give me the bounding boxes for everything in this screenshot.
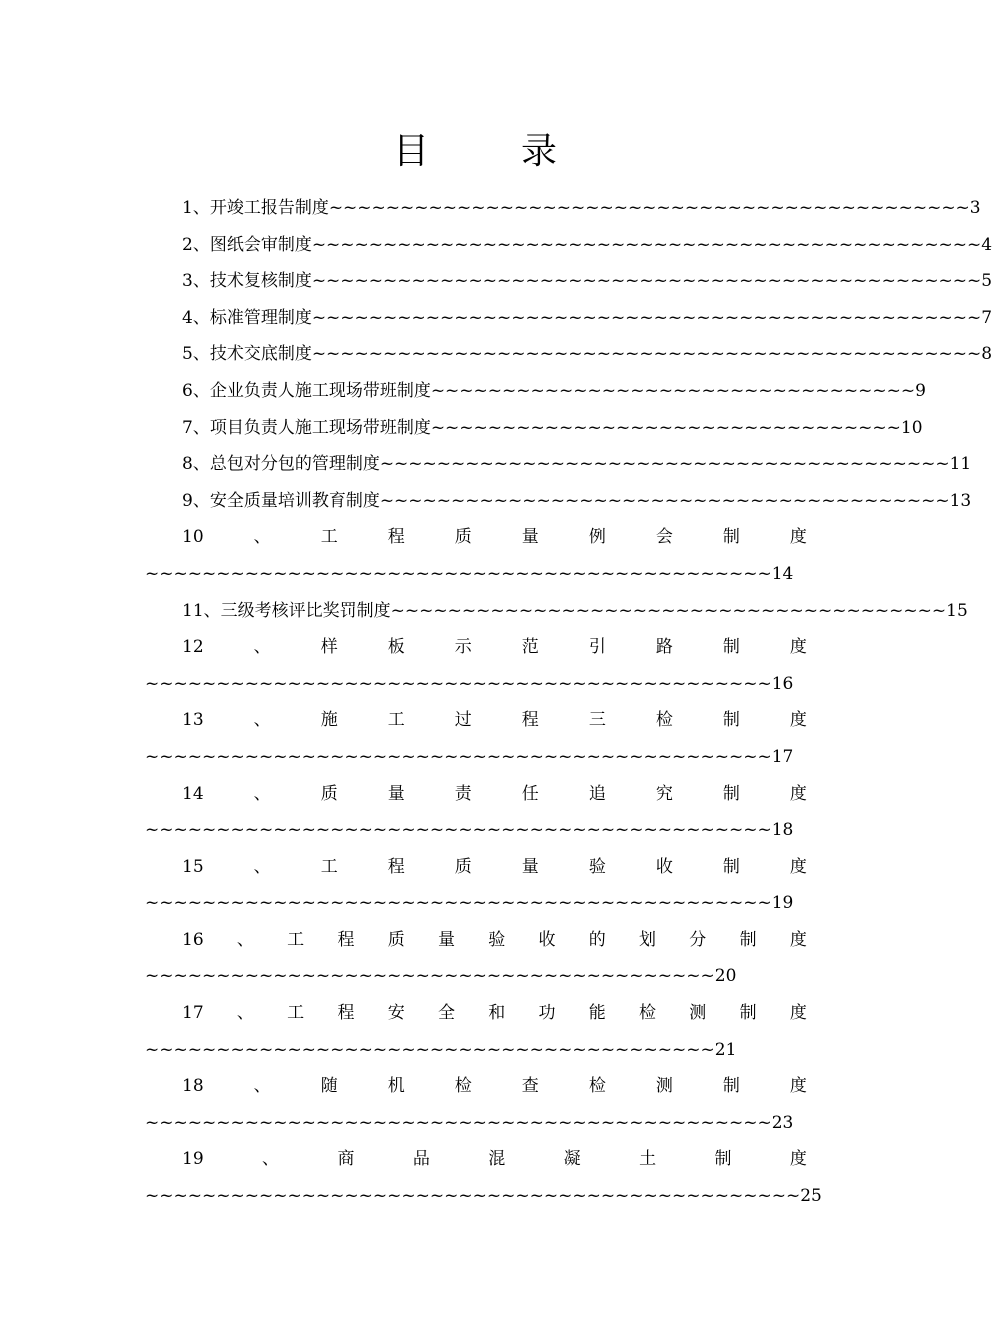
toc-entry: 8、总包对分包的管理制度~~~~~~~~~~~~~~~~~~~~~~~~~~~~~~~~~~~~~~~~11 <box>182 454 972 475</box>
toc-entry-char: 测 <box>655 1076 673 1097</box>
toc-entry-char: 功 <box>538 1003 556 1024</box>
toc-entry-char: 制 <box>739 929 757 950</box>
toc-entry-char: 程 <box>521 710 539 731</box>
toc-entry-justified <box>145 519 807 556</box>
toc-entry-char: 查 <box>521 1076 539 1097</box>
toc-entry-char: 商 <box>337 1149 355 1170</box>
toc-entry: 9、安全质量培训教育制度~~~~~~~~~~~~~~~~~~~~~~~~~~~~~~~~~~~~~~~~13 <box>182 490 972 511</box>
toc-entry-char: 示 <box>454 637 472 658</box>
toc-entry-char: 17 <box>182 1003 204 1024</box>
toc-entry-char: 程 <box>337 1003 355 1024</box>
toc-entry-char: 的 <box>588 929 606 950</box>
toc-entry-char: 施 <box>320 710 338 731</box>
toc-entry-char: 、 <box>253 1076 271 1097</box>
toc-entry-leader: ~~~~~~~~~~~~~~~~~~~~~~~~~~~~~~~~~~~~~~~~~~~~16 <box>145 673 794 694</box>
toc-entry-char: 分 <box>689 929 707 950</box>
toc-entry: 7、项目负责人施工现场带班制度~~~~~~~~~~~~~~~~~~~~~~~~~~~~~~~~~10 <box>182 417 923 438</box>
toc-entry-char: 追 <box>588 783 606 804</box>
toc-entry-char: 度 <box>789 783 807 804</box>
toc-entry-char: 、 <box>236 929 254 950</box>
toc-entry-char: 、 <box>253 637 271 658</box>
toc-entry: 2、图纸会审制度~~~~~~~~~~~~~~~~~~~~~~~~~~~~~~~~~~~~~~~~~~~~~~~4 <box>182 234 992 255</box>
toc-entry-char: 程 <box>387 856 405 877</box>
toc-entry-char: 收 <box>655 856 673 877</box>
toc-entry-char: 12 <box>182 637 204 658</box>
toc-entry-char: 制 <box>722 1076 740 1097</box>
toc-entry-justified <box>145 776 807 813</box>
toc-entry-char: 例 <box>588 527 606 548</box>
toc-entry-char: 度 <box>789 527 807 548</box>
toc-entry: 1、开竣工报告制度~~~~~~~~~~~~~~~~~~~~~~~~~~~~~~~~~~~~~~~~~~~~~3 <box>182 198 981 218</box>
toc-entry-char: 量 <box>437 929 455 950</box>
toc-entry-char: 随 <box>320 1076 338 1097</box>
toc-entry-char: 工 <box>320 856 338 877</box>
toc-entry-char: 度 <box>789 1076 807 1097</box>
toc-entry-char: 机 <box>387 1076 405 1097</box>
toc-entry-char: 程 <box>337 929 355 950</box>
toc-entry-char: 测 <box>689 1003 707 1024</box>
toc-entry-char: 制 <box>722 856 740 877</box>
toc-entry-char: 全 <box>437 1003 455 1024</box>
toc-entry-char: 制 <box>722 637 740 658</box>
toc-entry-char: 10 <box>182 527 204 548</box>
toc-entry-char: 收 <box>538 929 556 950</box>
toc-entry-justified <box>145 1141 807 1178</box>
toc-entry: 6、企业负责人施工现场带班制度~~~~~~~~~~~~~~~~~~~~~~~~~~~~~~~~~~9 <box>182 380 926 401</box>
table-of-contents <box>145 190 992 1215</box>
toc-entry-justified <box>145 702 807 739</box>
toc-entry-char: 混 <box>488 1149 506 1170</box>
toc-entry-char: 和 <box>488 1003 506 1024</box>
toc-entry-char: 引 <box>588 637 606 658</box>
toc-entry-char: 范 <box>521 637 539 658</box>
toc-entry-char: 度 <box>789 929 807 950</box>
toc-entry-char: 责 <box>454 783 472 804</box>
toc-entry-char: 划 <box>639 929 657 950</box>
toc-entry-char: 、 <box>253 783 271 804</box>
toc-entry-char: 度 <box>789 1003 807 1024</box>
toc-entry-leader: ~~~~~~~~~~~~~~~~~~~~~~~~~~~~~~~~~~~~~~~~21 <box>145 1039 737 1060</box>
toc-entry-char: 验 <box>488 929 506 950</box>
toc-entry-char: 13 <box>182 710 204 731</box>
toc-entry-justified <box>145 995 807 1032</box>
toc-entry-char: 检 <box>655 710 673 731</box>
toc-entry-char: 16 <box>182 929 204 950</box>
toc-entry-char: 工 <box>287 929 305 950</box>
toc-entry-char: 检 <box>639 1003 657 1024</box>
toc-entry-char: 量 <box>521 527 539 548</box>
toc-entry: 5、技术交底制度~~~~~~~~~~~~~~~~~~~~~~~~~~~~~~~~~~~~~~~~~~~~~~~8 <box>182 344 992 365</box>
toc-entry-justified <box>145 922 807 959</box>
toc-entry-leader: ~~~~~~~~~~~~~~~~~~~~~~~~~~~~~~~~~~~~~~~~~~~~14 <box>145 563 794 584</box>
toc-entry-char: 量 <box>387 783 405 804</box>
toc-entry-char: 工 <box>320 527 338 548</box>
toc-entry-char: 18 <box>182 1076 204 1097</box>
toc-entry-char: 质 <box>454 527 472 548</box>
toc-entry-char: 品 <box>412 1149 430 1170</box>
toc-entry-char: 验 <box>588 856 606 877</box>
toc-entry-char: 土 <box>639 1149 657 1170</box>
toc-entry-char: 质 <box>387 929 405 950</box>
toc-entry-char: 工 <box>387 710 405 731</box>
toc-entry-char: 度 <box>789 856 807 877</box>
toc-entry-char: 15 <box>182 856 204 877</box>
toc-entry-leader: ~~~~~~~~~~~~~~~~~~~~~~~~~~~~~~~~~~~~~~~~20 <box>145 966 737 987</box>
toc-entry-leader: ~~~~~~~~~~~~~~~~~~~~~~~~~~~~~~~~~~~~~~~~~~~~23 <box>145 1112 794 1133</box>
toc-entry-char: 制 <box>714 1149 732 1170</box>
toc-entry-char: 、 <box>253 527 271 548</box>
toc-entry-char: 安 <box>387 1003 405 1024</box>
toc-entry-char: 制 <box>722 710 740 731</box>
toc-entry: 11、三级考核评比奖罚制度~~~~~~~~~~~~~~~~~~~~~~~~~~~~~~~~~~~~~~~15 <box>182 600 968 621</box>
toc-entry-leader: ~~~~~~~~~~~~~~~~~~~~~~~~~~~~~~~~~~~~~~~~~~~~~~25 <box>145 1186 822 1207</box>
toc-entry: 4、标准管理制度~~~~~~~~~~~~~~~~~~~~~~~~~~~~~~~~~~~~~~~~~~~~~~~7 <box>182 307 992 328</box>
toc-entry-justified <box>145 849 807 886</box>
toc-entry-char: 14 <box>182 783 204 804</box>
toc-entry-char: 过 <box>454 710 472 731</box>
toc-entry-justified <box>145 1068 807 1105</box>
toc-entry-char: 度 <box>789 637 807 658</box>
toc-entry-char: 检 <box>454 1076 472 1097</box>
toc-entry-char: 度 <box>789 710 807 731</box>
toc-entry-char: 、 <box>262 1149 280 1170</box>
toc-entry-char: 、 <box>253 856 271 877</box>
toc-entry-char: 凝 <box>563 1149 581 1170</box>
toc-entry-char: 板 <box>387 637 405 658</box>
toc-entry-char: 制 <box>739 1003 757 1024</box>
toc-entry-char: 任 <box>521 783 539 804</box>
toc-entry-char: 会 <box>655 527 673 548</box>
toc-entry-char: 三 <box>588 710 606 731</box>
toc-entry-char: 度 <box>789 1149 807 1170</box>
toc-entry-char: 质 <box>454 856 472 877</box>
toc-entry-char: 量 <box>521 856 539 877</box>
toc-entry-char: 检 <box>588 1076 606 1097</box>
toc-entry-leader: ~~~~~~~~~~~~~~~~~~~~~~~~~~~~~~~~~~~~~~~~~~~~19 <box>145 893 794 914</box>
toc-entry-char: 程 <box>387 527 405 548</box>
toc-entry-char: 、 <box>253 710 271 731</box>
toc-entry-char: 工 <box>287 1003 305 1024</box>
toc-entry-char: 19 <box>182 1149 204 1170</box>
toc-entry-leader: ~~~~~~~~~~~~~~~~~~~~~~~~~~~~~~~~~~~~~~~~~~~~18 <box>145 820 794 841</box>
toc-entry: 3、技术复核制度~~~~~~~~~~~~~~~~~~~~~~~~~~~~~~~~~~~~~~~~~~~~~~~5 <box>182 271 992 292</box>
toc-entry-char: 能 <box>588 1003 606 1024</box>
toc-entry-char: 制 <box>722 783 740 804</box>
toc-entry-char: 制 <box>722 527 740 548</box>
toc-entry-char: 质 <box>320 783 338 804</box>
toc-entry-leader: ~~~~~~~~~~~~~~~~~~~~~~~~~~~~~~~~~~~~~~~~~~~~17 <box>145 746 794 767</box>
toc-entry-char: 、 <box>236 1003 254 1024</box>
toc-entry-char: 样 <box>320 637 338 658</box>
toc-entry-justified <box>145 629 807 666</box>
toc-entry-char: 究 <box>655 783 673 804</box>
toc-entry-char: 路 <box>655 637 673 658</box>
page-title: 目 录 <box>392 131 585 172</box>
